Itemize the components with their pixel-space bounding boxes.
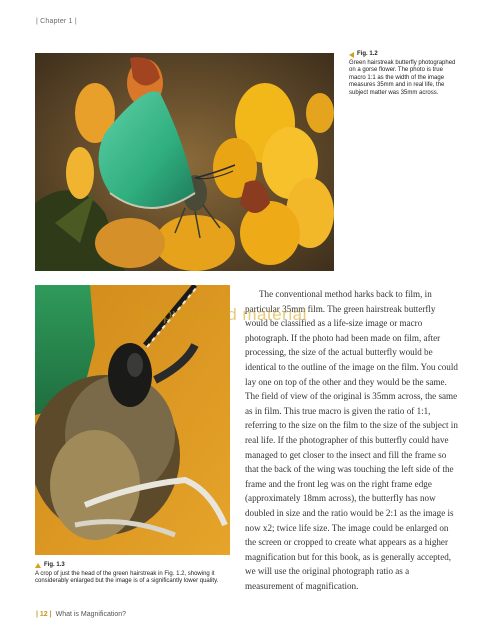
page-footer	[36, 611, 126, 618]
figure-caption-text: Green hairstreak butterfly photographed on a gorse flower. The photo is true macro 1:1 as the width of the image measures 35mm and in real life, the subject matter was 35mm across.	[349, 59, 456, 96]
body-text	[245, 287, 459, 593]
figure-label: Fig. 1.3	[44, 562, 65, 568]
butterfly-head-crop-photo	[35, 285, 230, 555]
figure-caption-1-3	[35, 562, 230, 586]
caption-pointer-icon	[349, 52, 354, 58]
body-paragraph: The conventional method harks back to film, in particular 35mm film. The green hairstreak butterfly would be classified as a life-size image or macro photograph. If the photo had been made on film, after processing, the size of the actual butterfly would be identical to the outline of the image on the film. You could lay one on top of the other and they would be the same. The field of view of the original is 35mm across, the same as in film. This true macro is given the ratio of 1:1, referring to the size on the film to the size of the subject in real life. If the photographer of this butterfly could have managed to get closer to the insect and fill the frame so that the back of the wing was touching the left side of the frame and the front leg was on the right frame edge (approximately 18mm across), the butterfly has now doubled in size and the ratio would be 2:1 as the image is now x2; twice life size. The image could be enlarged on the screen or cropped to create what appears as a higher magnification but for this book, as is generally accepted, we will use the original photograph ratio as a measurement of magnification.	[245, 289, 458, 591]
running-head: | Chapter 1 |	[36, 18, 77, 25]
figure-label: Fig. 1.2	[357, 51, 378, 57]
butterfly-photo	[35, 53, 334, 271]
figure-caption-1-2	[349, 51, 459, 98]
watermark: Copyrighted material	[140, 305, 307, 324]
section-title: What is Magnification?	[55, 611, 127, 618]
figure-caption-text: A crop of just the head of the green hairstreak in Fig. 1.2, showing it considerably enlarged but the image is of a significantly lower quality.	[35, 570, 219, 585]
page-number: | 12 |	[36, 611, 52, 618]
caption-pointer-icon	[35, 563, 41, 568]
